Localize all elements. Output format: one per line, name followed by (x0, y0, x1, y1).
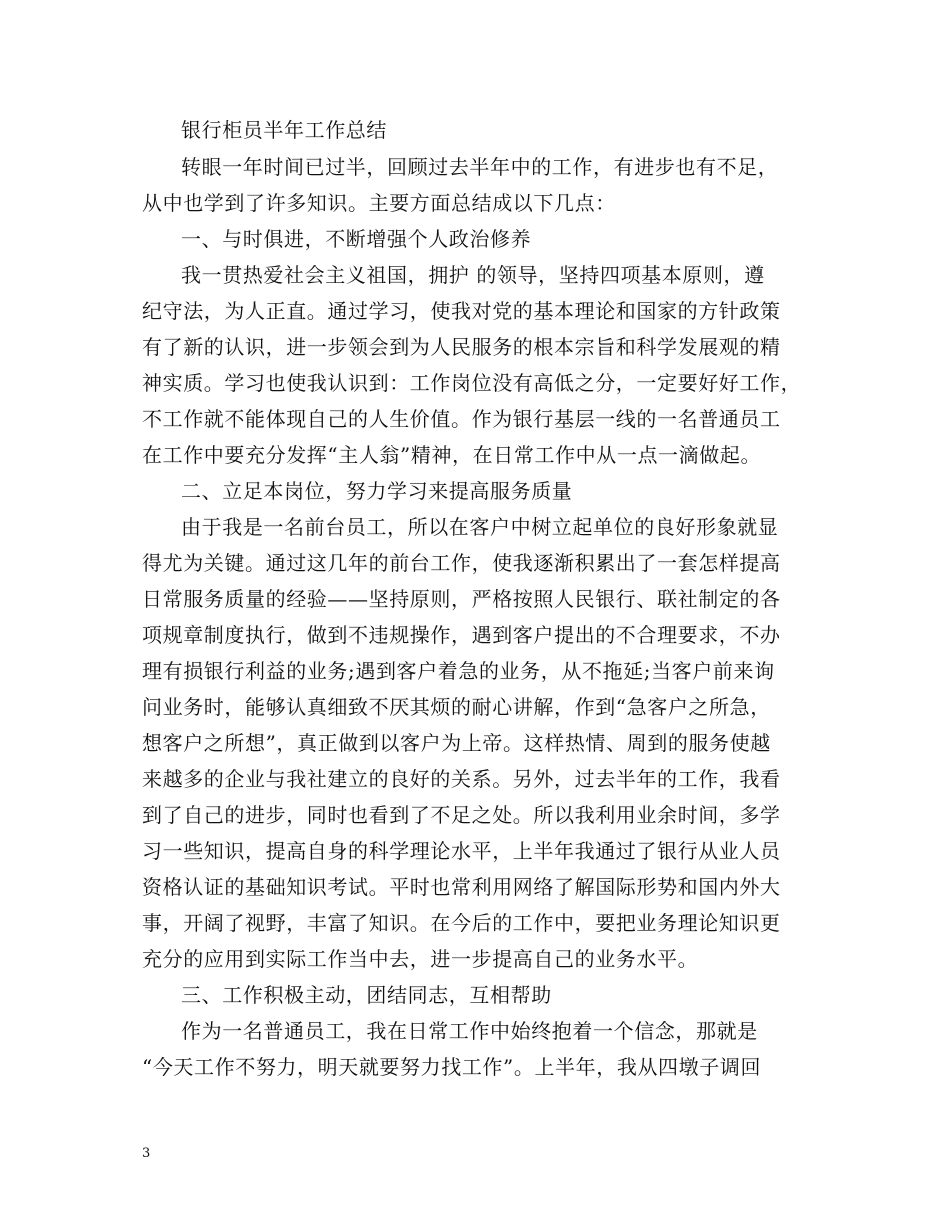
paragraph-line: 问业务时，能够认真细致不厌其烦的耐心讲解，作到“急客户之所急， (142, 695, 771, 719)
paragraph-line: 事，开阔了视野，丰富了知识。在今后的工作中，要把业务理论知识更 (142, 911, 781, 935)
paragraph-line: 日常服务质量的经验——坚持原则，严格按照人民银行、联社制定的各 (142, 587, 781, 611)
paragraph-line: 纪守法，为人正直。通过学习，使我对党的基本理论和国家的方针政策 (142, 299, 781, 323)
paragraph-line: 到了自己的进步，同时也看到了不足之处。所以我利用业余时间，多学 (142, 803, 781, 827)
paragraph-line: 作为一名普通员工，我在日常工作中始终抱着一个信念，那就是 (181, 1019, 758, 1043)
document-title: 银行柜员半年工作总结 (181, 118, 387, 142)
paragraph-line: 转眼一年时间已过半，回顾过去半年中的工作，有进步也有不足， (181, 155, 779, 179)
paragraph-line: 充分的应用到实际工作当中去，进一步提高自己的业务水平。 (142, 947, 699, 971)
paragraph-line: 想客户之所想”，真正做到以客户为上帝。这样热情、周到的服务使越 (142, 731, 771, 755)
section-heading: 一、与时俱进，不断增强个人政治修养 (181, 227, 532, 251)
paragraph-line: 从中也学到了许多知识。主要方面总结成以下几点： (142, 191, 616, 215)
paragraph-line: 习一些知识，提高自身的科学理论水平，上半年我通过了银行从业人员 (142, 839, 781, 863)
paragraph-line: 神实质。学习也使我认识到：工作岗位没有高低之分，一定要好好工作， (142, 371, 802, 395)
paragraph-line: 由于我是一名前台员工，所以在客户中树立起单位的良好形象就显 (181, 515, 779, 539)
section-heading: 三、工作积极主动，团结同志，互相帮助 (181, 983, 552, 1007)
paragraph-line: 有了新的认识，进一步领会到为人民服务的根本宗旨和科学发展观的精 (142, 335, 781, 359)
paragraph-line: 得尤为关键。通过这几年的前台工作，使我逐渐积累出了一套怎样提高 (142, 551, 781, 575)
paragraph-line: 理有损银行利益的业务;遇到客户着急的业务，从不拖延;当客户前来询 (142, 659, 775, 683)
paragraph-line: 资格认证的基础知识考试。平时也常利用网络了解国际形势和国内外大 (142, 875, 781, 899)
paragraph-line: “今天工作不努力，明天就要努力找工作”。上半年，我从四墩子调回 (142, 1055, 762, 1079)
paragraph-line: 不工作就不能体现自己的人生价值。作为银行基层一线的一名普通员工 (142, 407, 781, 431)
paragraph-line: 来越多的企业与我社建立的良好的关系。另外，过去半年的工作，我看 (142, 767, 781, 791)
paragraph-line: 项规章制度执行，做到不违规操作，遇到客户提出的不合理要求，不办 (142, 623, 781, 647)
paragraph-line: 在工作中要充分发挥“主人翁”精神，在日常工作中从一点一滴做起。 (142, 443, 762, 467)
section-heading: 二、立足本岗位，努力学习来提高服务质量 (181, 479, 573, 503)
page-number: 3 (142, 1146, 151, 1161)
paragraph-line: 我一贯热爱社会主义祖国，拥护 的领导，坚持四项基本原则，遵 (181, 263, 765, 287)
